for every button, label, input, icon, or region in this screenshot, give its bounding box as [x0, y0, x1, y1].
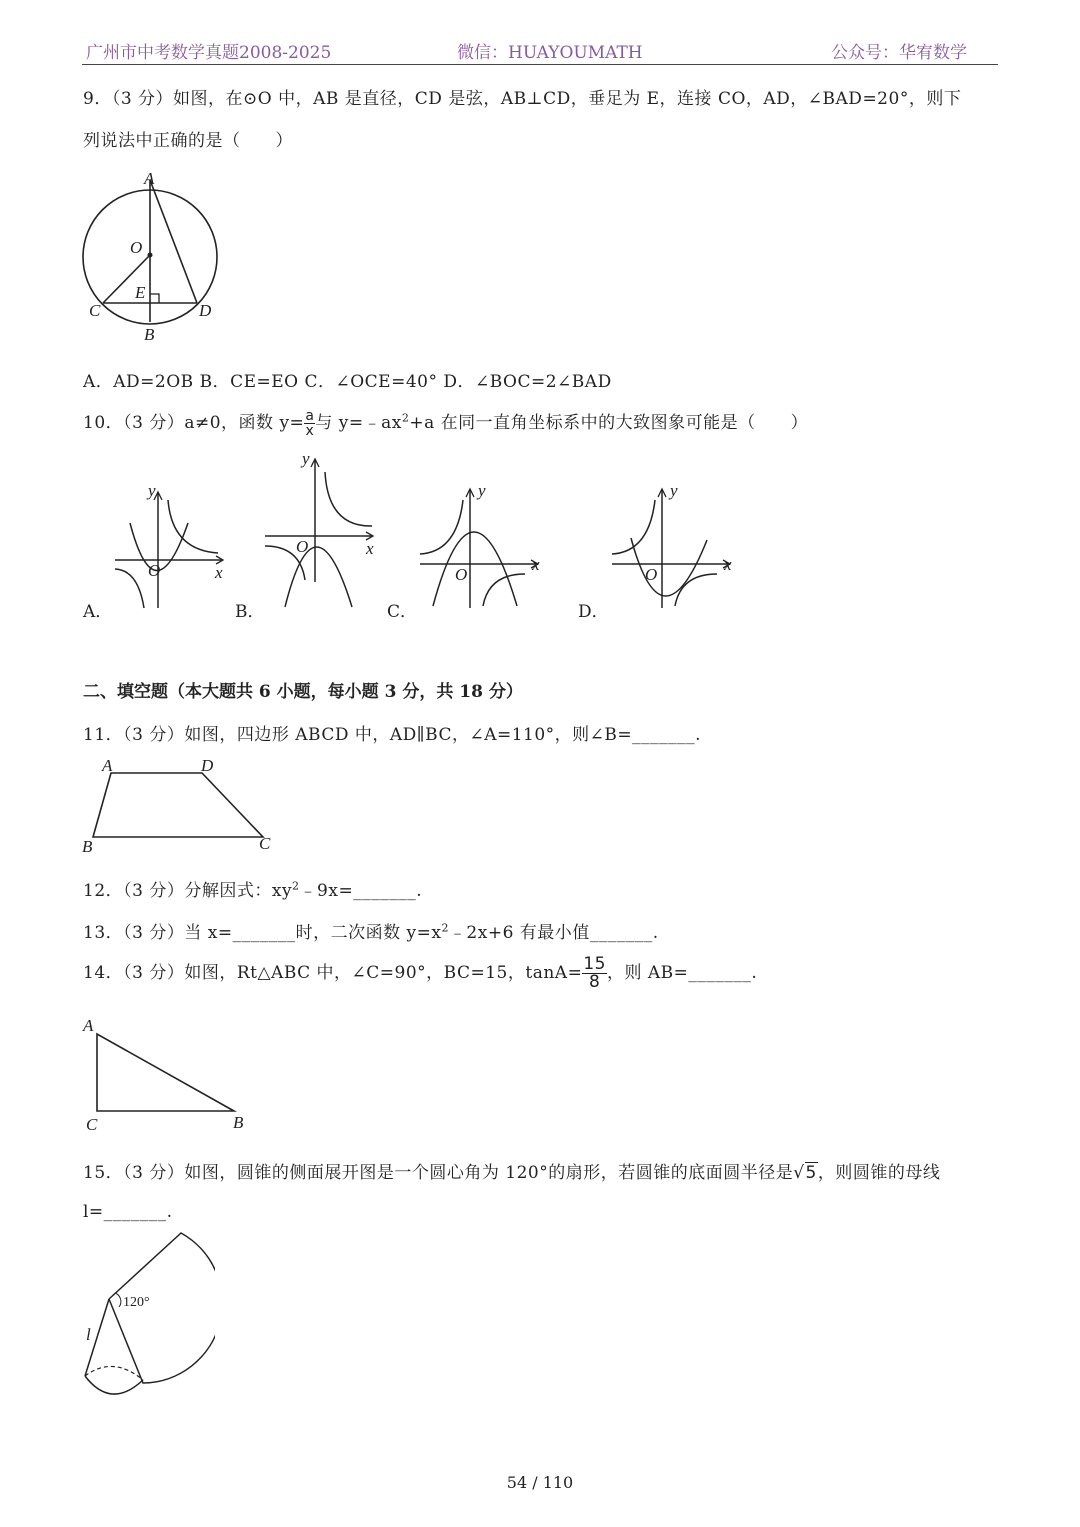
q9-label-b: B — [144, 325, 155, 344]
q9-center-dot — [148, 253, 153, 258]
q9-options: A．AD=2OB B．CE=EO C．∠OCE=40° D．∠BOC=2∠BAD — [83, 372, 612, 392]
q12-stem — [83, 876, 422, 901]
q9-circle-figure — [75, 165, 230, 345]
q11-trapezoid-figure — [78, 752, 283, 857]
q11-label-d: D — [201, 756, 214, 775]
q14-label-c: C — [86, 1115, 98, 1134]
q14-prefix: 14．（3 分）如图，Rt△ABC 中，∠C=90°，BC=15，tanA= — [83, 963, 583, 983]
q11-label-a: A — [102, 756, 113, 775]
q14-triangle — [97, 1034, 234, 1111]
q13-prefix: 13．（3 分）当 x=_______时，二次函数 y=x — [83, 923, 442, 943]
q10-graph-a — [110, 478, 235, 613]
q10a-origin: O — [148, 561, 161, 580]
q14-frac-num: 15 — [583, 954, 606, 974]
q9-right-angle-mark — [150, 294, 159, 303]
q10-option-b: B． — [235, 602, 265, 622]
q10-graph-d — [607, 478, 742, 613]
q15-cone-base-front — [85, 1376, 143, 1394]
q10-option-a: A． — [83, 602, 113, 622]
q15-angle-arc — [115, 1293, 121, 1307]
q10-mid: 与 y=﹣ax — [315, 413, 402, 433]
q15-angle-label: 120° — [123, 1295, 150, 1310]
q10c-hyperbola-branch2 — [483, 574, 525, 606]
q15-stem-line2: l=_______. — [83, 1202, 173, 1222]
q10d-hyperbola-branch2 — [675, 574, 717, 606]
q10d-origin: O — [645, 565, 658, 584]
q14-label-b: B — [233, 1113, 244, 1132]
q15-cone-base-back — [85, 1366, 143, 1380]
header-account: 公众号：华宥数学 — [831, 43, 967, 63]
q10a-y-label: y — [148, 481, 156, 500]
q10-graph-b — [260, 452, 385, 612]
q10a-hyperbola-branch1 — [168, 500, 218, 553]
q14-label-a: A — [83, 1016, 94, 1035]
q11-stem: 11．（3 分）如图，四边形 ABCD 中，AD∥BC，∠A=110°，则∠B=_______. — [83, 725, 702, 745]
q9-label-d: D — [199, 301, 212, 320]
q9-label-a: A — [144, 169, 155, 188]
q15-stem-line1 — [83, 1158, 940, 1183]
q9-stem-line2: 列说法中正确的是（ ） — [83, 131, 293, 151]
q10-graph-c — [415, 478, 550, 613]
q14-stem — [83, 956, 757, 991]
q10-option-d: D． — [578, 602, 609, 622]
q15-prefix: 15．（3 分）如图，圆锥的侧面展开图是一个圆心角为 120°的扇形，若圆锥的底面圆半径是 — [83, 1163, 794, 1183]
q9-stem-line1: 9．（3 分）如图，在⊙O 中，AB 是直径，CD 是弦，AB⊥CD，垂足为 E，连接 CO，AD，∠BAD=20°，则下 — [83, 89, 962, 109]
q10d-x-label: x — [724, 555, 732, 574]
q15-sqrt-value: 5 — [805, 1163, 817, 1183]
q10c-x-label: x — [532, 555, 540, 574]
q11-label-b: B — [82, 837, 93, 856]
q10-sup: 2 — [401, 411, 410, 425]
q10-stem — [83, 408, 808, 438]
q10b-hyperbola-branch1 — [325, 472, 372, 526]
q11-trapezoid — [93, 773, 263, 837]
header-divider — [82, 64, 998, 65]
q10d-y-label: y — [670, 481, 678, 500]
header-wechat: 微信：HUAYOUMATH — [457, 43, 643, 63]
q10b-y-label: y — [302, 452, 310, 468]
q14-fraction — [582, 956, 607, 991]
q12-suffix: ﹣9x=_______. — [299, 881, 423, 901]
q10b-origin: O — [296, 537, 309, 556]
q12-sup: 2 — [292, 879, 300, 893]
q13-suffix: ﹣2x+6 有最小值_______. — [448, 923, 659, 943]
q11-label-c: C — [259, 834, 271, 853]
q10a-hyperbola-branch2 — [115, 569, 144, 608]
q9-label-e: E — [135, 283, 146, 302]
section-fill-blank-title: 二、填空题（本大题共 6 小题，每小题 3 分，共 18 分） — [83, 682, 523, 702]
q10d-parabola — [631, 538, 707, 596]
q15-cone-sector-figure — [75, 1225, 215, 1405]
q10-option-c: C． — [387, 602, 418, 622]
q13-stem — [83, 918, 659, 943]
q15-suffix: ，则圆锥的母线 — [817, 1163, 941, 1183]
q15-sqrt: √5 — [793, 1163, 817, 1183]
q10b-x-label: x — [366, 539, 374, 558]
q12-prefix: 12．（3 分）分解因式：xy — [83, 881, 293, 901]
q10-prefix: 10．（3 分）a≠0，函数 y= — [83, 413, 305, 433]
q13-sup: 2 — [441, 921, 449, 935]
q15-slant-label: l — [86, 1325, 91, 1344]
q14-frac-den: 8 — [588, 972, 601, 992]
q10c-y-label: y — [478, 481, 486, 500]
q10a-x-label: x — [215, 563, 223, 582]
q9-label-o: O — [130, 238, 143, 257]
q10-suffix: +a 在同一直角坐标系中的大致图象可能是（ ） — [409, 413, 809, 433]
q14-suffix: ，则 AB=_______. — [606, 963, 758, 983]
q9-label-c: C — [89, 301, 101, 320]
q9-segment-ad — [150, 180, 197, 303]
q10c-origin: O — [455, 565, 468, 584]
q10-fraction — [304, 409, 315, 438]
header-title: 广州市中考数学真题2008-2025 — [86, 43, 332, 63]
page-number: 54 / 110 — [506, 1473, 574, 1492]
q10-frac-den: x — [305, 423, 315, 439]
q10-frac-num: a — [305, 408, 315, 424]
q14-triangle-figure — [78, 1015, 253, 1135]
